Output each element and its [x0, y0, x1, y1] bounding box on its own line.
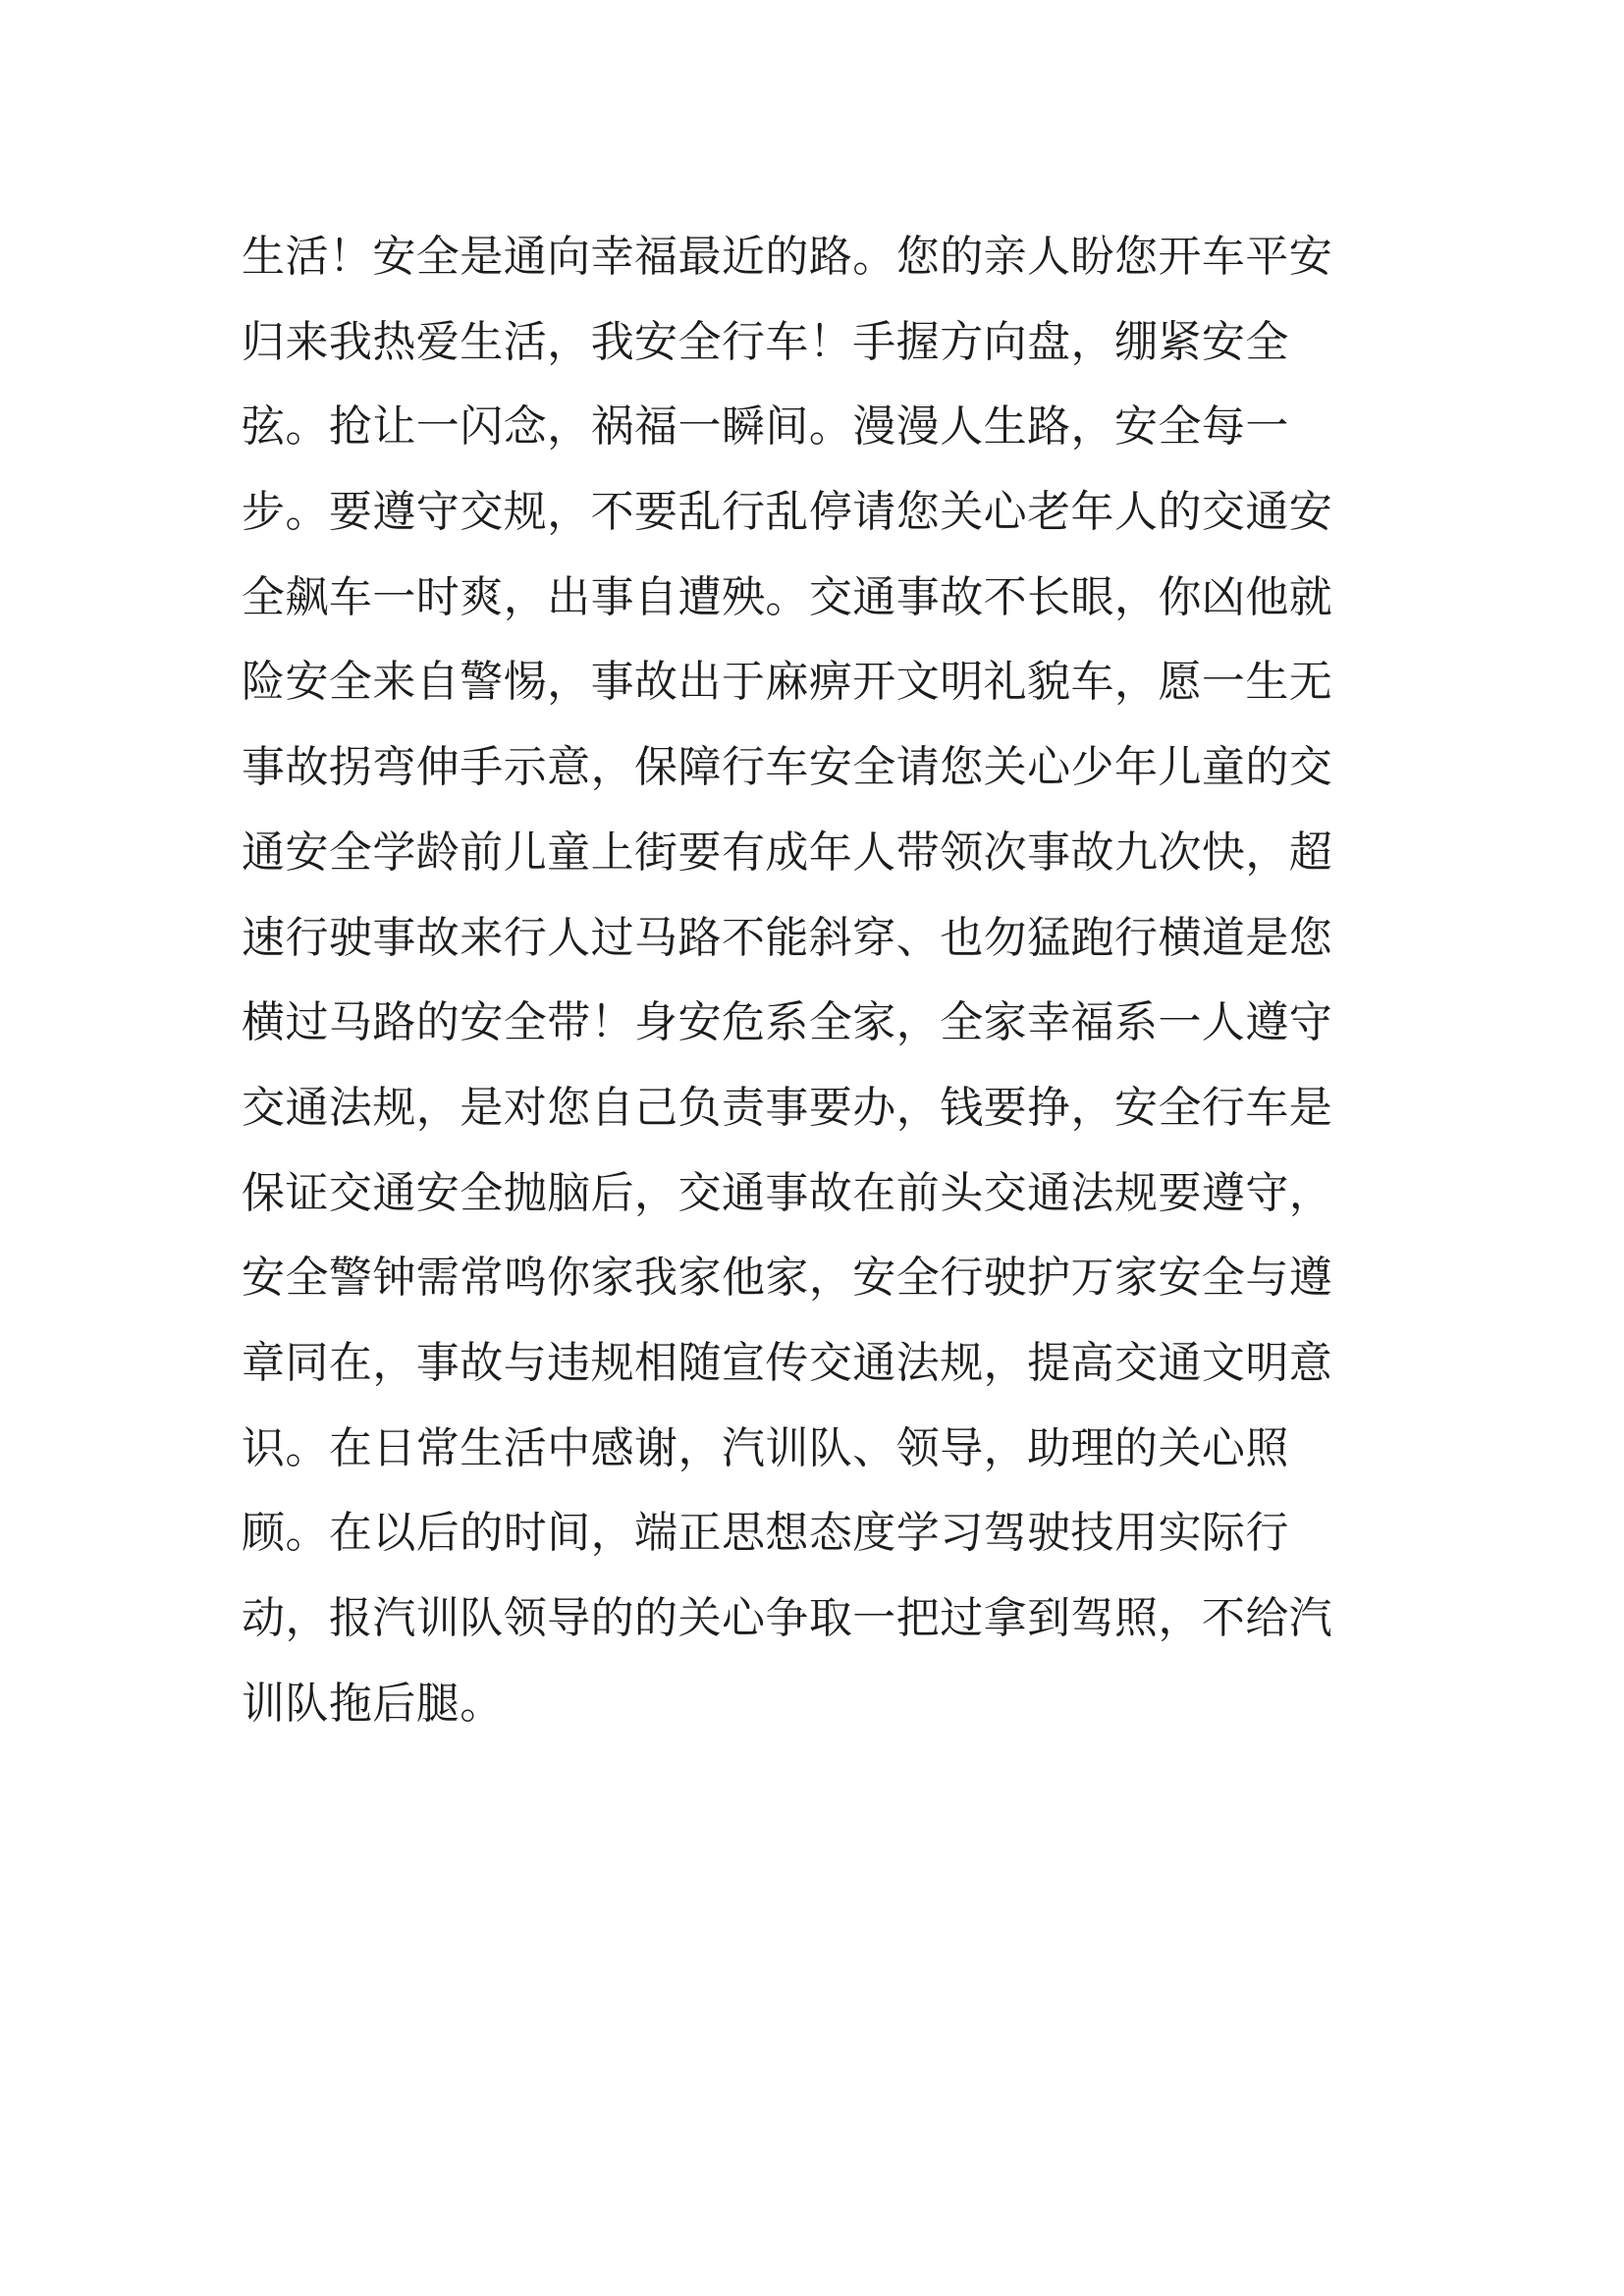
- text-line: 动，报汽训队领导的的关心争取一把过拿到驾照，不给汽: [242, 1594, 1333, 1642]
- text-line: 训队拖后腿。: [242, 1679, 504, 1728]
- text-line: 通安全学龄前儿童上街要有成年人带领次事故九次快，超: [242, 828, 1333, 877]
- text-line: 顾。在以后的时间，端正思想态度学习驾驶技用实际行: [242, 1509, 1289, 1558]
- text-line: 步。要遵守交规，不要乱行乱停请您关心老年人的交通安: [242, 488, 1333, 537]
- text-line: 险安全来自警惕，事故出于麻痹开文明礼貌车，愿一生无: [242, 658, 1333, 707]
- text-line: 章同在，事故与违规相随宣传交通法规，提高交通文明意: [242, 1338, 1333, 1387]
- text-line: 速行驶事故来行人过马路不能斜穿、也勿猛跑行横道是您: [242, 913, 1333, 962]
- text-line: 归来我热爱生活，我安全行车！手握方向盘，绷紧安全: [242, 317, 1289, 366]
- text-line: 事故拐弯伸手示意，保障行车安全请您关心少年儿童的交: [242, 743, 1333, 792]
- paragraph-text-block: [242, 215, 1390, 1746]
- text-line: 生活！安全是通向幸福最近的路。您的亲人盼您开车平安: [242, 233, 1333, 281]
- text-line: 识。在日常生活中感谢，汽训队、领导，助理的关心照: [242, 1423, 1289, 1472]
- text-line: 保证交通安全抛脑后，交通事故在前头交通法规要遵守，: [242, 1168, 1333, 1217]
- text-line: 弦。抢让一闪念，祸福一瞬间。漫漫人生路，安全每一: [242, 402, 1289, 452]
- text-line: 全飙车一时爽，出事自遭殃。交通事故不长眼，你凶他就: [242, 572, 1333, 621]
- text-line: 安全警钟需常鸣你家我家他家，安全行驶护万家安全与遵: [242, 1254, 1333, 1303]
- text-line: 横过马路的安全带！身安危系全家，全家幸福系一人遵守: [242, 998, 1333, 1047]
- text-line: 交通法规，是对您自己负责事要办，钱要挣，安全行车是: [242, 1083, 1333, 1132]
